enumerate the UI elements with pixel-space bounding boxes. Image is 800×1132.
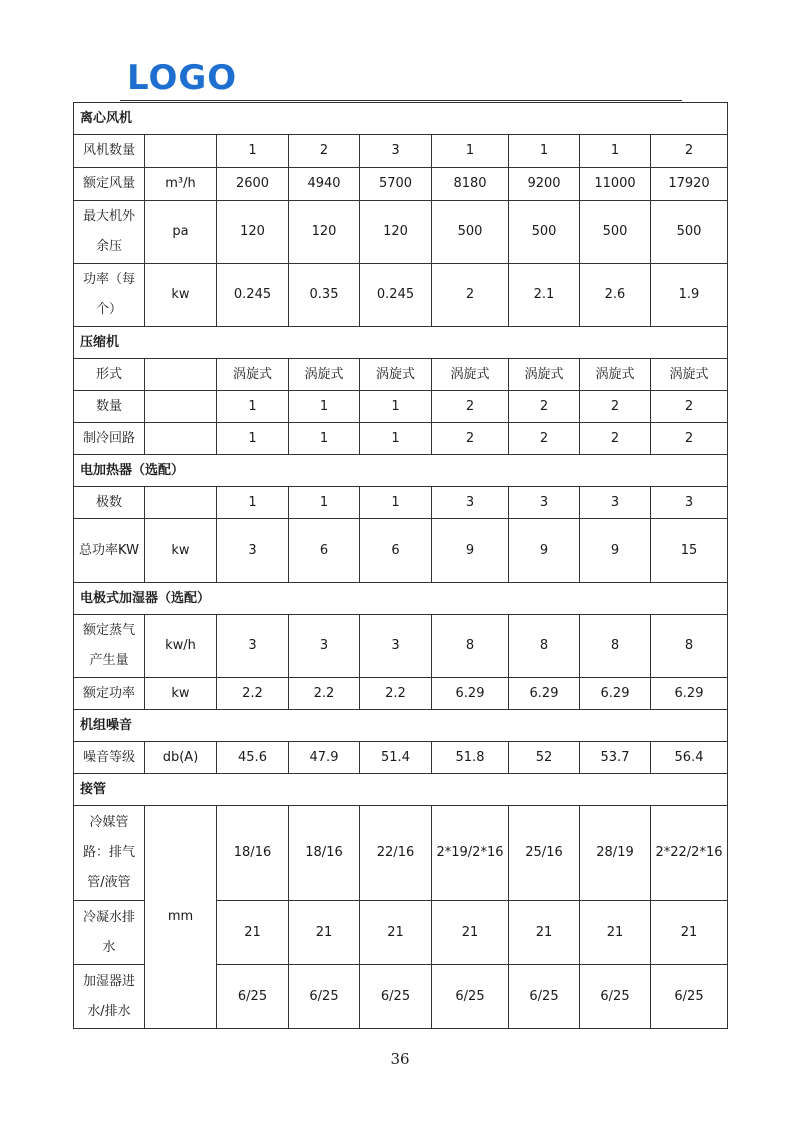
table-row	[74, 359, 728, 391]
table-cell: 涡旋式	[360, 359, 432, 391]
table-cell: 3	[217, 615, 289, 678]
row-unit	[145, 423, 217, 455]
table-cell: 15	[651, 519, 728, 583]
table-cell: 2.2	[360, 678, 432, 710]
table-cell: 3	[432, 487, 509, 519]
table-cell: 120	[360, 201, 432, 264]
table-cell: 0.35	[289, 264, 360, 327]
table-cell: 6	[289, 519, 360, 583]
table-cell: 6/25	[651, 965, 728, 1029]
row-param-label: 冷媒管路：排气管/液管	[74, 806, 145, 901]
table-cell: 3	[509, 487, 580, 519]
row-param-label: 制冷回路	[74, 423, 145, 455]
table-cell: 1	[580, 135, 651, 168]
table-cell: 25/16	[509, 806, 580, 901]
table-cell: 3	[580, 487, 651, 519]
row-unit: kw	[145, 519, 217, 583]
table-cell: 8	[580, 615, 651, 678]
table-cell: 21	[289, 901, 360, 965]
table-cell: 56.4	[651, 742, 728, 774]
row-param-label: 风机数量	[74, 135, 145, 168]
row-param-label: 冷凝水排水	[74, 901, 145, 965]
table-cell: 3	[217, 519, 289, 583]
logo: LOGO	[127, 58, 238, 98]
table-cell: 6/25	[289, 965, 360, 1029]
table-cell: 1	[360, 423, 432, 455]
table-cell: 22/16	[360, 806, 432, 901]
row-param-label: 额定功率	[74, 678, 145, 710]
table-row	[74, 201, 728, 264]
table-row	[74, 487, 728, 519]
table-cell: 500	[509, 201, 580, 264]
table-cell: 4940	[289, 168, 360, 201]
table-cell: 6.29	[509, 678, 580, 710]
table-cell: 2*22/2*16	[651, 806, 728, 901]
row-param-label: 功率（每个）	[74, 264, 145, 327]
row-unit	[145, 359, 217, 391]
table-cell: 500	[432, 201, 509, 264]
table-cell: 3	[289, 615, 360, 678]
section-title-fan: 离心风机	[74, 103, 728, 135]
table-cell: 9200	[509, 168, 580, 201]
table-cell: 2	[580, 391, 651, 423]
table-cell: 9	[509, 519, 580, 583]
table-cell: 2	[509, 391, 580, 423]
spec-table	[73, 102, 728, 1029]
table-cell: 涡旋式	[580, 359, 651, 391]
table-cell: 8	[509, 615, 580, 678]
table-cell: 1	[217, 487, 289, 519]
table-row	[74, 423, 728, 455]
table-cell: 涡旋式	[289, 359, 360, 391]
table-cell: 18/16	[217, 806, 289, 901]
row-unit: m³/h	[145, 168, 217, 201]
table-cell: 120	[289, 201, 360, 264]
table-cell: 9	[432, 519, 509, 583]
table-row	[74, 806, 728, 901]
table-cell: 2	[432, 391, 509, 423]
row-param-label: 形式	[74, 359, 145, 391]
table-cell: 51.8	[432, 742, 509, 774]
table-cell: 1	[217, 391, 289, 423]
table-cell: 涡旋式	[432, 359, 509, 391]
table-cell: 6/25	[217, 965, 289, 1029]
table-cell: 3	[360, 615, 432, 678]
section-title-piping: 接管	[74, 774, 728, 806]
row-unit	[145, 391, 217, 423]
table-cell: 2	[509, 423, 580, 455]
table-cell: 6	[360, 519, 432, 583]
table-cell: 120	[217, 201, 289, 264]
table-cell: 11000	[580, 168, 651, 201]
table-cell: 6.29	[432, 678, 509, 710]
table-cell: 6/25	[432, 965, 509, 1029]
section-title-noise: 机组噪音	[74, 710, 728, 742]
table-row	[74, 678, 728, 710]
header-divider	[120, 100, 682, 101]
table-cell: 3	[651, 487, 728, 519]
section-title-compressor: 压缩机	[74, 327, 728, 359]
table-cell: 47.9	[289, 742, 360, 774]
row-param-label: 额定风量	[74, 168, 145, 201]
table-cell: 5700	[360, 168, 432, 201]
table-cell: 2	[580, 423, 651, 455]
table-cell: 6/25	[360, 965, 432, 1029]
table-cell: 6/25	[509, 965, 580, 1029]
row-unit: kw	[145, 678, 217, 710]
table-cell: 2	[651, 391, 728, 423]
table-cell: 45.6	[217, 742, 289, 774]
table-cell: 1	[217, 423, 289, 455]
table-cell: 涡旋式	[651, 359, 728, 391]
table-cell: 21	[360, 901, 432, 965]
table-cell: 2	[651, 423, 728, 455]
table-row	[74, 135, 728, 168]
table-cell: 1	[289, 423, 360, 455]
table-cell: 6.29	[580, 678, 651, 710]
table-cell: 6/25	[580, 965, 651, 1029]
table-cell: 0.245	[360, 264, 432, 327]
row-unit: kw/h	[145, 615, 217, 678]
table-row	[74, 742, 728, 774]
table-cell: 2.1	[509, 264, 580, 327]
row-param-label: 数量	[74, 391, 145, 423]
table-cell: 1	[360, 391, 432, 423]
table-cell: 1	[289, 391, 360, 423]
table-cell: 涡旋式	[509, 359, 580, 391]
table-cell: 3	[360, 135, 432, 168]
table-cell: 8180	[432, 168, 509, 201]
table-cell: 2	[432, 423, 509, 455]
row-unit: kw	[145, 264, 217, 327]
table-cell: 17920	[651, 168, 728, 201]
table-cell: 2*19/2*16	[432, 806, 509, 901]
row-unit: pa	[145, 201, 217, 264]
table-cell: 21	[580, 901, 651, 965]
table-cell: 1	[360, 487, 432, 519]
row-param-label: 噪音等级	[74, 742, 145, 774]
table-cell: 2	[289, 135, 360, 168]
table-cell: 2.2	[289, 678, 360, 710]
table-cell: 6.29	[651, 678, 728, 710]
section-title-humidifier: 电极式加湿器（选配）	[74, 583, 728, 615]
table-cell: 8	[432, 615, 509, 678]
table-cell: 涡旋式	[217, 359, 289, 391]
table-row	[74, 615, 728, 678]
table-cell: 21	[432, 901, 509, 965]
table-cell: 53.7	[580, 742, 651, 774]
row-param-label: 额定蒸气产生量	[74, 615, 145, 678]
table-cell: 2600	[217, 168, 289, 201]
table-cell: 500	[651, 201, 728, 264]
table-cell: 18/16	[289, 806, 360, 901]
row-param-label: 加湿器进水/排水	[74, 965, 145, 1029]
row-param-label: 最大机外余压	[74, 201, 145, 264]
table-cell: 21	[651, 901, 728, 965]
table-row	[74, 264, 728, 327]
table-cell: 1	[509, 135, 580, 168]
row-unit: db(A)	[145, 742, 217, 774]
table-row	[74, 391, 728, 423]
table-cell: 2	[651, 135, 728, 168]
table-cell: 1	[217, 135, 289, 168]
table-cell: 1.9	[651, 264, 728, 327]
table-row	[74, 519, 728, 583]
table-cell: 21	[509, 901, 580, 965]
section-title-heater: 电加热器（选配）	[74, 455, 728, 487]
table-cell: 0.245	[217, 264, 289, 327]
table-cell: 21	[217, 901, 289, 965]
table-row	[74, 168, 728, 201]
table-cell: 2	[432, 264, 509, 327]
page-number: 36	[390, 1050, 410, 1068]
row-unit: mm	[145, 806, 217, 1029]
table-cell: 2.6	[580, 264, 651, 327]
table-cell: 2.2	[217, 678, 289, 710]
table-cell: 1	[289, 487, 360, 519]
table-cell: 51.4	[360, 742, 432, 774]
row-unit	[145, 487, 217, 519]
table-cell: 9	[580, 519, 651, 583]
row-param-label: 总功率KW	[74, 519, 145, 583]
row-unit	[145, 135, 217, 168]
table-cell: 500	[580, 201, 651, 264]
table-cell: 8	[651, 615, 728, 678]
table-cell: 52	[509, 742, 580, 774]
table-cell: 1	[432, 135, 509, 168]
row-param-label: 极数	[74, 487, 145, 519]
table-cell: 28/19	[580, 806, 651, 901]
